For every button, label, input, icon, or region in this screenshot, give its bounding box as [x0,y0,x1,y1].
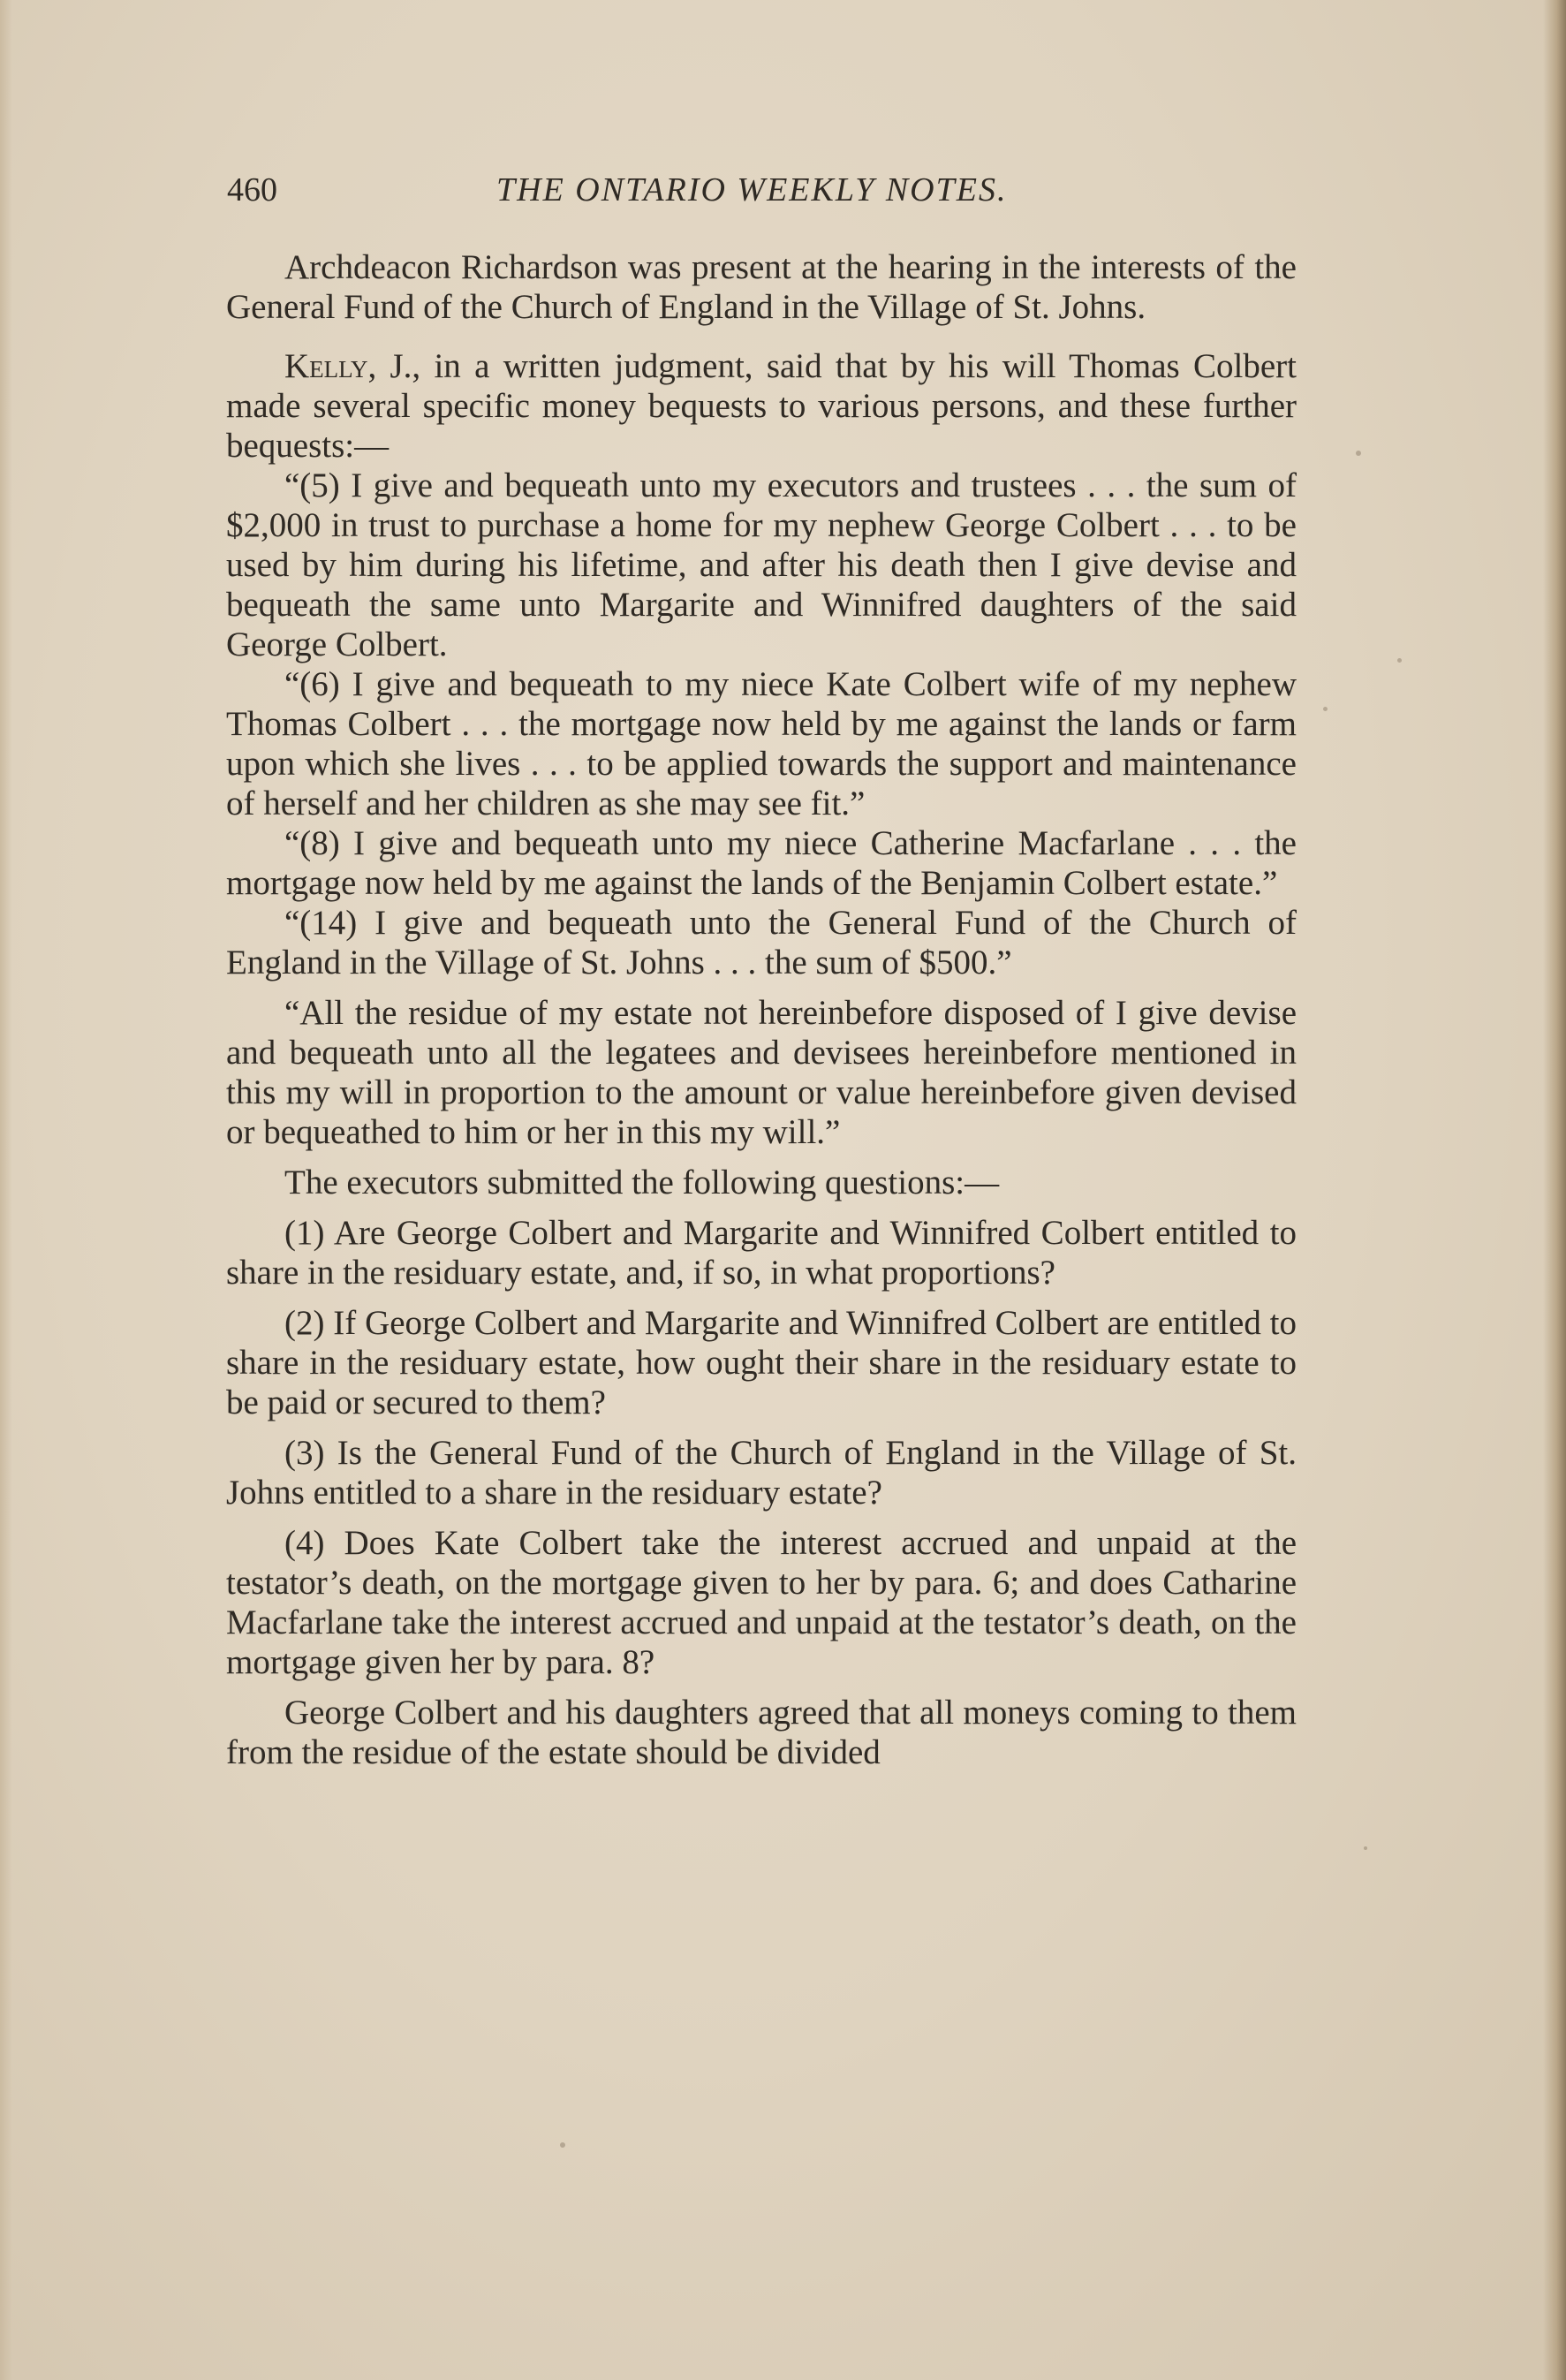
judge-name: Kelly [284,347,368,385]
paragraph-text: , J., in a written judgment, said that by his will Thomas Colbert made several specific money bequests to various persons, and these further bequests:— [226,347,1297,465]
paragraph: “(14) I give and bequeath unto the General Fund of the Church of England in the Village of St. Johns . . . the sum of $500.” [226,904,1297,982]
paragraph: “All the residue of my estate not hereinbefore disposed of I give devise and bequeath unto all the legatees and devisees hereinbefore mentioned in this my will in proportion to the amount or value hereinbefore given devised or bequeathed to him or her in this my will.” [226,994,1297,1151]
running-title: THE ONTARIO WEEKLY NOTES. [496,171,1008,208]
running-head [227,168,1022,212]
paragraph: The executors submitted the following questions:— [284,1163,1000,1201]
paragraph: “(6) I give and bequeath to my niece Kate Colbert wife of my nephew Thomas Colbert . . . the mortgage now held by me against the lands or farm upon which she lives . . . to be applied towards the support and maintenance of herself and her children as she may see fit.” [226,665,1297,822]
paragraph: (2) If George Colbert and Margarite and Winnifred Colbert are entitled to share in the residuary estate, how ought their share in the residuary estate to be paid or secured to them? [226,1304,1297,1421]
paper-speck [1364,1846,1367,1850]
paper-speck [560,2142,565,2148]
page-body [226,247,1297,1772]
paragraph: (4) Does Kate Colbert take the interest accrued and unpaid at the testator’s death, on the mortgage given to her by para. 6; and does Catharine Macfarlane take the interest accrued and unpaid at the testator’s death, on the mortgage given her by para. 8? [226,1524,1297,1681]
paragraph: George Colbert and his daughters agreed that all moneys coming to them from the residue of the estate should be divided [226,1694,1297,1771]
paragraph: (3) Is the General Fund of the Church of England in the Village of St. Johns entitled to a share in the residuary estate? [226,1434,1297,1512]
page-number: 460 [227,171,277,208]
paragraph: Archdeacon Richardson was present at the hearing in the interests of the General Fund of the Church of England in the Village of St. Johns. [226,248,1297,326]
paper-speck [1356,451,1361,456]
paragraph: (1) Are George Colbert and Margarite and Winnifred Colbert entitled to share in the residuary estate, and, if so, in what proportions? [226,1214,1297,1292]
paragraph: “(5) I give and bequeath unto my executors and trustees . . . the sum of $2,000 in trust to purchase a home for my nephew George Colbert . . . to be used by him during his lifetime, and after his death then I give devise and bequeath the same unto Margarite and Winnifred daughters of the said George Colbert. [226,466,1297,663]
page-edge-left [0,0,12,2380]
paper-speck [1397,658,1402,663]
paragraph: “(8) I give and bequeath unto my niece Catherine Macfarlane . . . the mortgage now held by me against the lands of the Benjamin Colbert estate.” [226,824,1297,902]
page-edge-right [1543,0,1566,2380]
paragraph [226,346,1297,466]
paper-speck [1323,707,1328,711]
